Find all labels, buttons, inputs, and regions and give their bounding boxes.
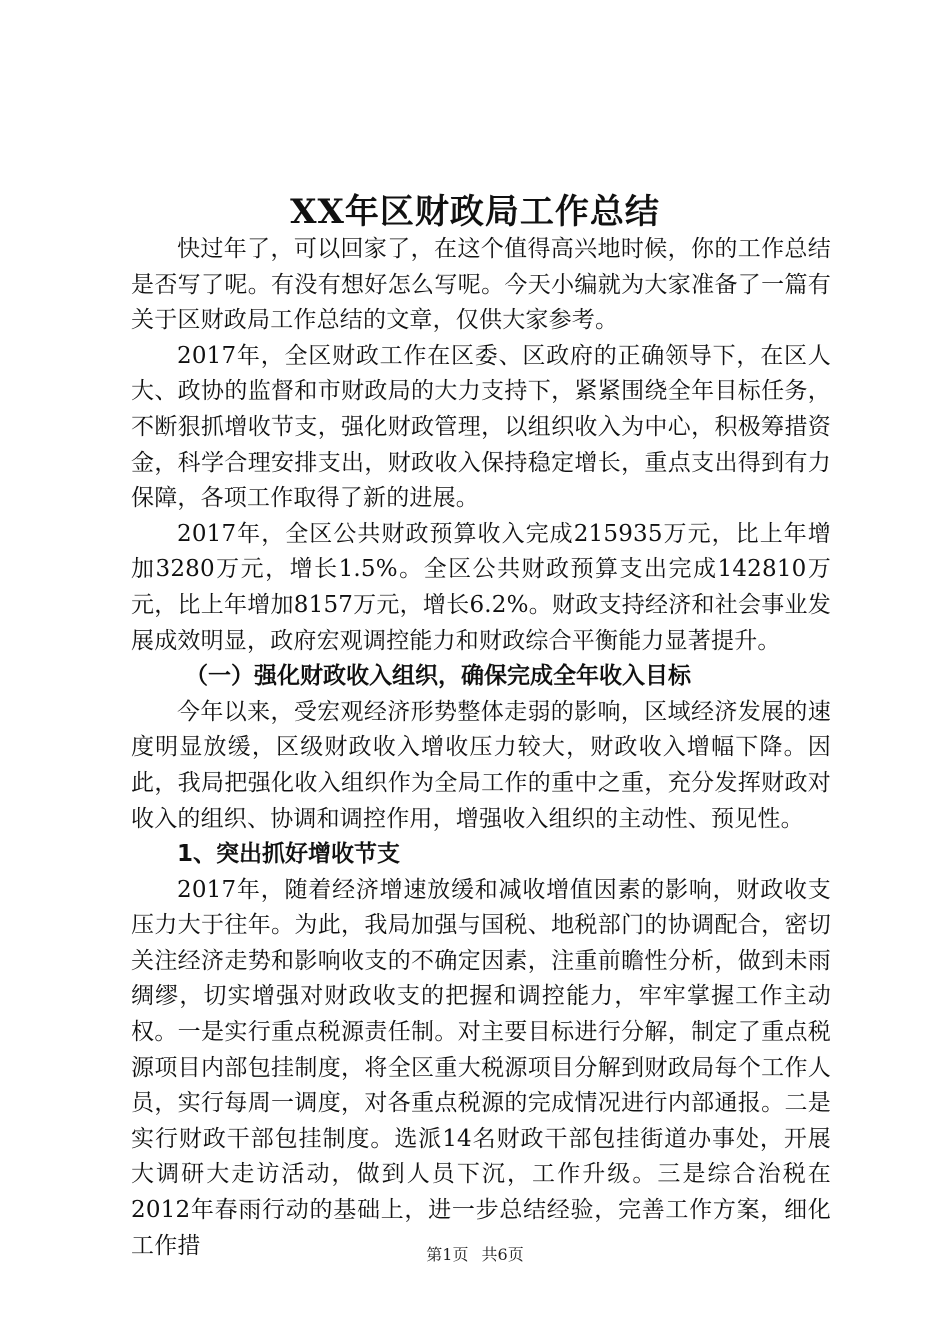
paragraph-increase-revenue: 2017年，随着经济增速放缓和减收增值因素的影响，财政收支压力大于往年。为此，我局加强与国税、地税部门的协调配合，密切关注经济走势和影响收支的不确定因素，注重前瞻性分析，做到未雨绸缪，切实增强对财政收支的把握和调控能力，牢牢掌握工作主动权。一是实行重点税源责任制。对主要目标进行分解，制定了重点税源项目内部包挂制度，将全区重大税源项目分解到财政局每个工作人员，实行每周一调度，对各重点税源的完成情况进行内部通报。二是实行财政干部包挂制度。选派14名财政干部包挂街道办事处，开展大调研大走访活动，做到人员下沉，工作升级。三是综合治税在2012年春雨行动的基础上，进一步总结经验，完善工作方案，细化工作措 [131,876,831,1259]
document-title: XX年区财政局工作总结 [290,192,660,232]
page-number: 第1页 [426,1245,469,1264]
document-body [131,232,831,1264]
paragraph-revenue: 今年以来，受宏观经济形势整体走弱的影响，区域经济发展的速度明显放缓，区级财政收入增收压力较大，财政收入增幅下降。因此，我局把强化收入组织作为全局工作的重中之重，充分发挥财政对收入的组织、协调和调控作用，增强收入组织的主动性、预见性。 [131,698,831,832]
paragraph-overview: 2017年，全区财政工作在区委、区政府的正确领导下，在区人大、政协的监督和市财政局的大力支持下，紧紧围绕全年目标任务，不断狠抓增收节支，强化财政管理，以组织收入为中心，积极筹措资金，科学合理安排支出，财政收入保持稳定增长，重点支出得到有力保障，各项工作取得了新的进展。 [131,342,831,512]
section-heading-revenue: （一）强化财政收入组织，确保完成全年收入目标 [185,663,691,690]
paragraph-budget-figures: 2017年，全区公共财政预算收入完成215935万元，比上年增加3280万元，增长1.5%。全区公共财政预算支出完成142810万元，比上年增加8157万元，增长6.2%。财政支持经济和社会事业发展成效明显，政府宏观调控能力和财政综合平衡能力显著提升。 [131,520,831,654]
page-total: 共6页 [481,1245,524,1264]
subsection-heading-increase-revenue: 1、突出抓好增收节支 [177,841,401,868]
page-footer [0,1242,950,1265]
paragraph-intro: 快过年了，可以回家了，在这个值得高兴地时候，你的工作总结是否写了呢。有没有想好怎么写呢。今天小编就为大家准备了一篇有关于区财政局工作总结的文章，仅供大家参考。 [131,236,831,334]
